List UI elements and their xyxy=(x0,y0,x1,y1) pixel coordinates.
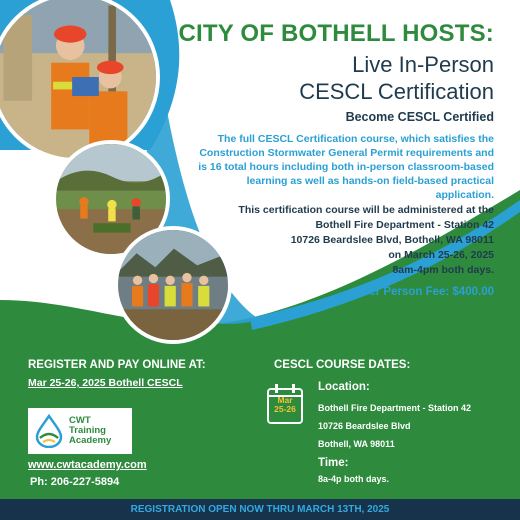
cwt-logo xyxy=(28,408,132,454)
phone-number: Ph: 206-227-5894 xyxy=(30,476,120,488)
register-heading: REGISTER AND PAY ONLINE AT: xyxy=(28,359,206,371)
title-city-hosts: CITY OF BOTHELL HOSTS: xyxy=(178,20,494,47)
logo-text-line-1: CWT xyxy=(69,415,91,426)
logo-text xyxy=(69,416,111,446)
location-line-2: 10726 Beardslee Blvd xyxy=(318,421,411,431)
per-person-fee: Per Person Fee: $400.00 xyxy=(361,286,494,298)
location-address xyxy=(318,399,471,453)
admin-line-5: 8am-4pm both days. xyxy=(392,264,494,276)
time-value: 8a-4p both days. xyxy=(318,474,390,484)
calendar-days: 25-26 xyxy=(274,404,296,414)
course-dates-heading: CESCL COURSE DATES: xyxy=(274,359,411,371)
title-cescl-certification: CESCL Certification xyxy=(299,79,494,104)
water-drop-logo-icon xyxy=(34,414,64,448)
registration-banner: REGISTRATION OPEN NOW THRU MARCH 13TH, 2025 xyxy=(0,499,520,520)
title-live-in-person: Live In-Person xyxy=(352,52,494,77)
location-heading: Location: xyxy=(318,381,370,393)
subtitle-become-certified: Become CESCL Certified xyxy=(345,110,494,124)
time-heading: Time: xyxy=(318,457,349,469)
admin-line-2: Bothell Fire Department - Station 42 xyxy=(315,219,494,231)
location-line-1: Bothell Fire Department - Station 42 xyxy=(318,403,472,413)
admin-line-3: 10726 Beardslee Blvd, Bothell, WA 98011 xyxy=(290,234,494,246)
admin-line-1: This certification course will be administered at the xyxy=(238,204,494,216)
calendar-dates xyxy=(266,396,304,414)
register-link[interactable]: Mar 25-26, 2025 Bothell CESCL xyxy=(28,377,183,389)
admin-line-4: on March 25-26, 2025 xyxy=(388,249,494,261)
location-line-3: Bothell, WA 98011 xyxy=(318,439,395,449)
administration-details xyxy=(204,203,494,278)
calendar-month: Mar xyxy=(277,395,293,405)
course-description: The full CESCL Certification course, which satisfies the Construction Stormwater General Permit requirements and is 16 total hours including both in-person classroom-based learning as well as hands-on field-based practical application. xyxy=(198,133,494,201)
logo-text-line-3: Academy xyxy=(69,435,112,446)
logo-text-line-2: Training xyxy=(69,425,106,436)
website-link[interactable]: www.cwtacademy.com xyxy=(28,459,147,471)
